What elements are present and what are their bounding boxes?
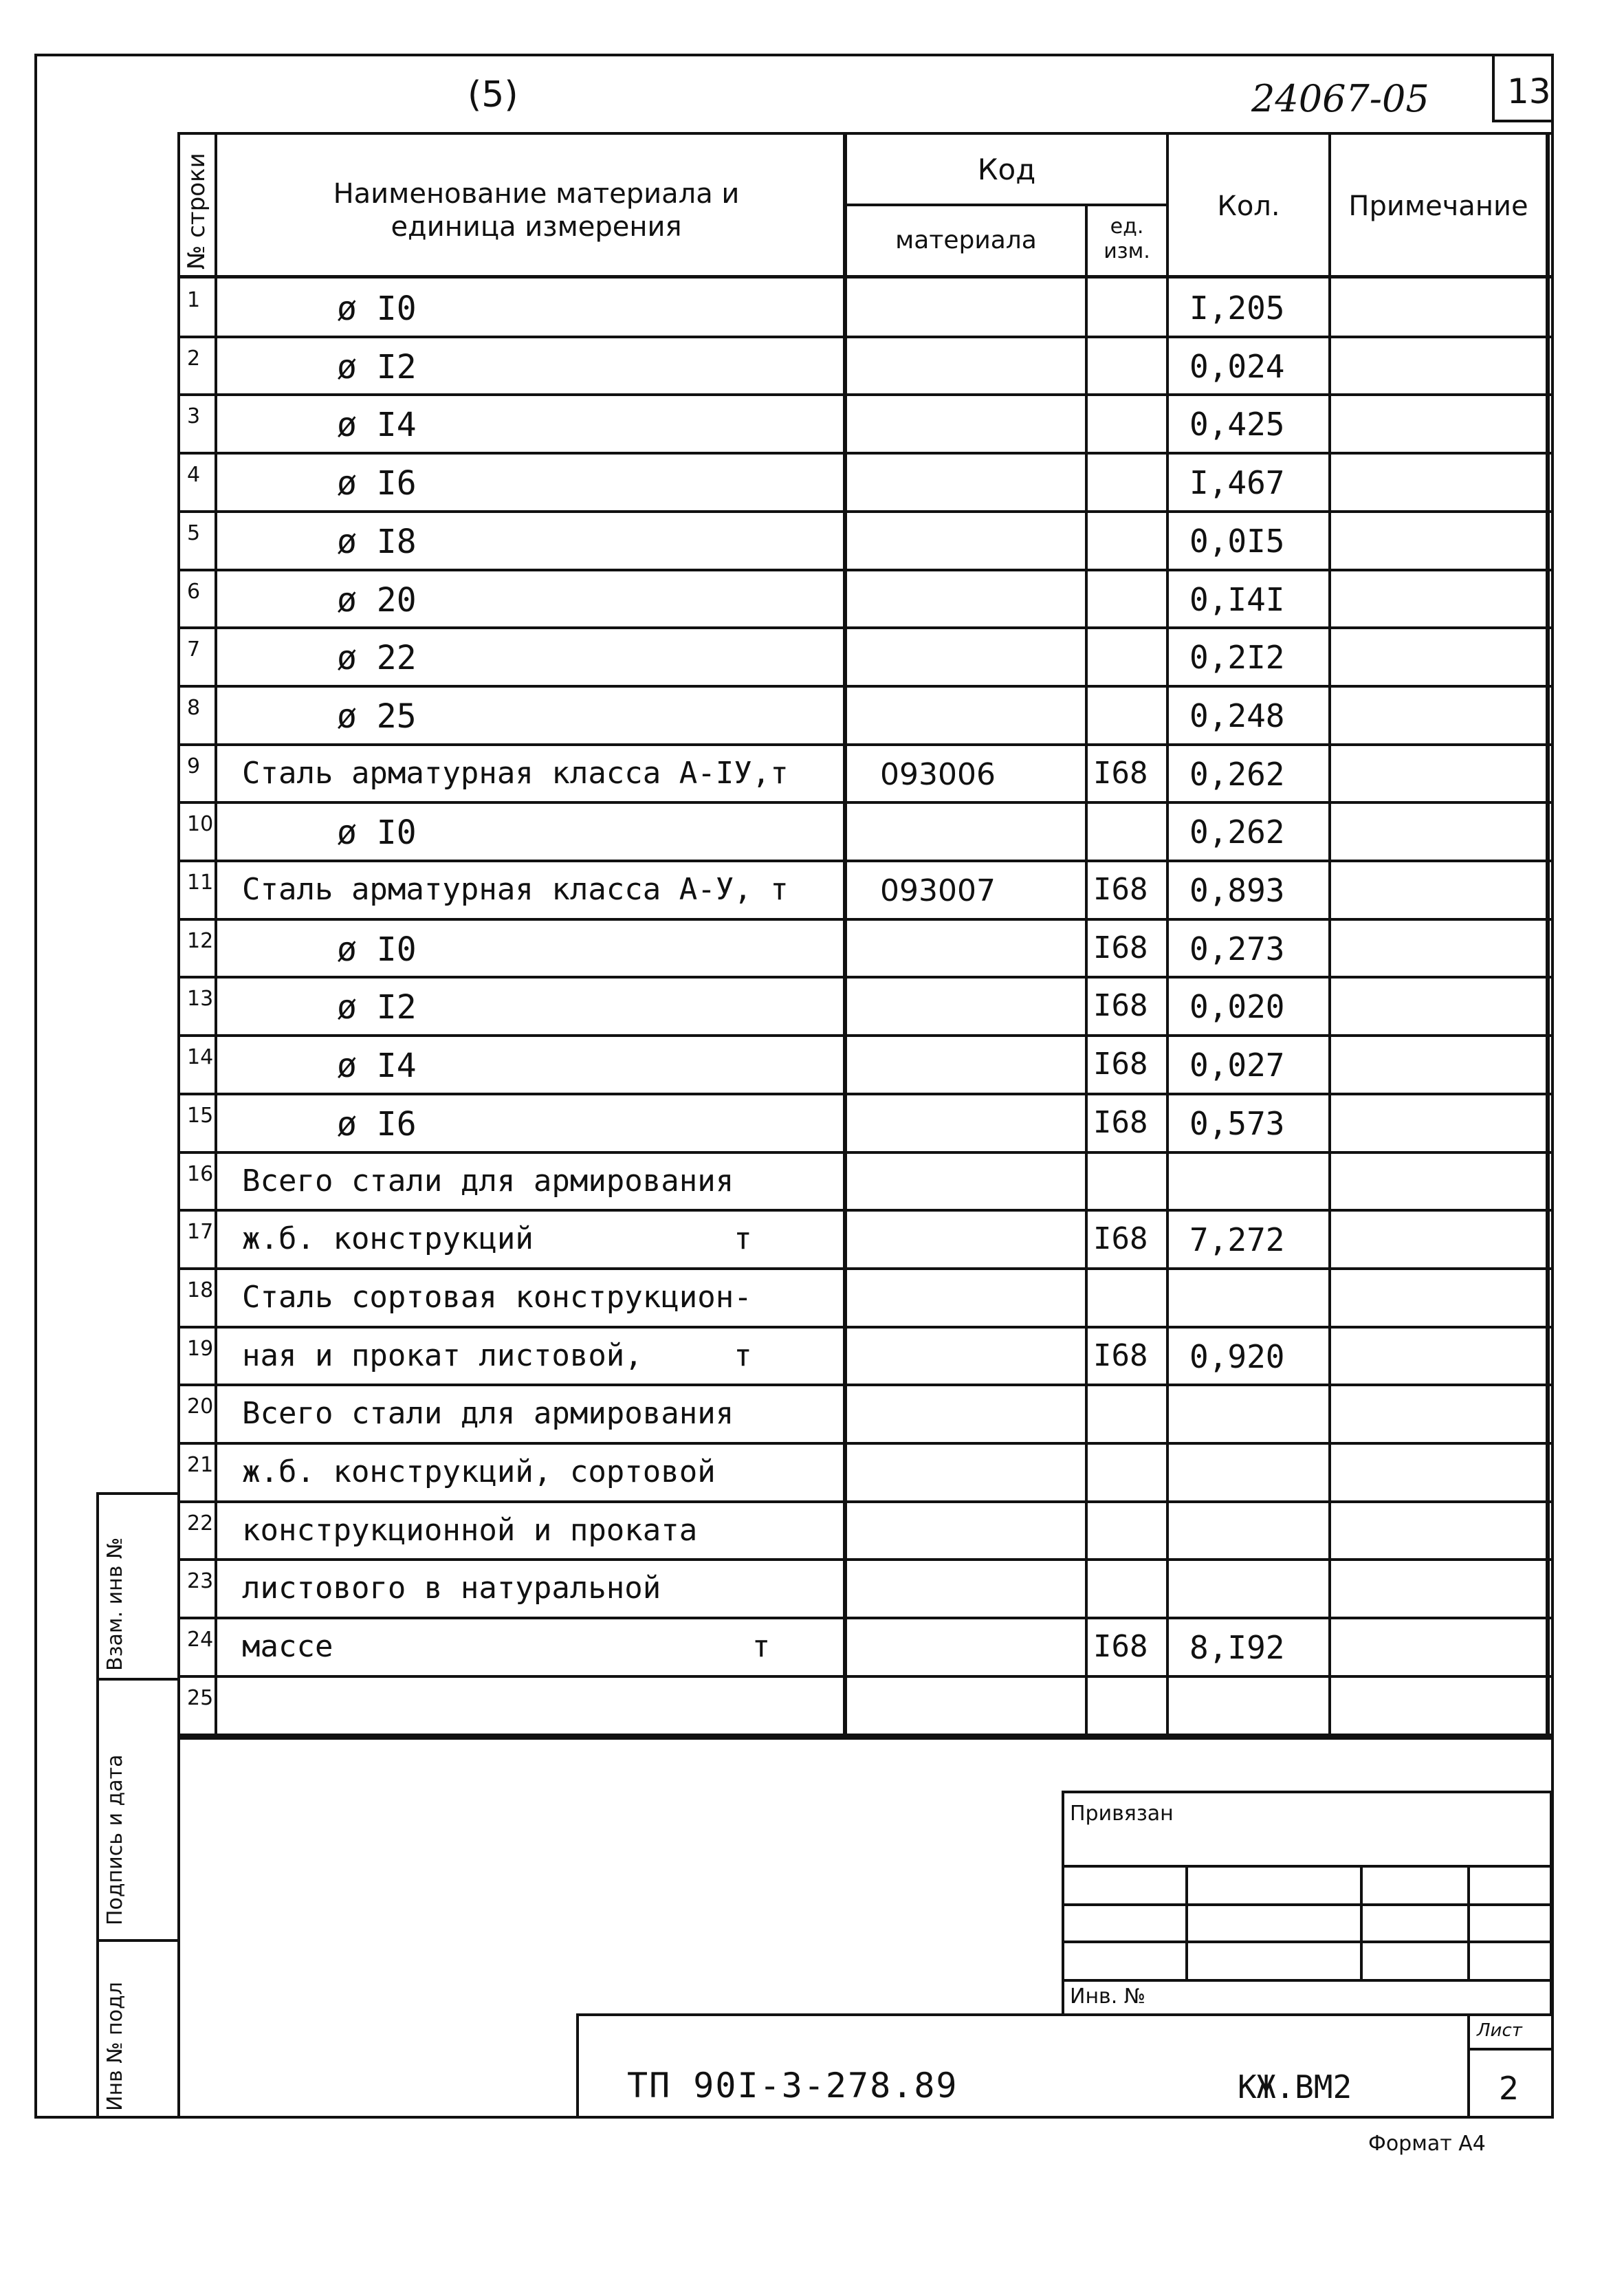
stamp-col-3 (1467, 1865, 1470, 1979)
row-code: 093007 (880, 873, 996, 908)
row-divider (177, 569, 1552, 571)
stamp-line-4 (1062, 1979, 1552, 1982)
format-label: Формат А4 (1368, 2132, 1486, 2156)
sign-date-label: Подпись и дата (103, 1754, 127, 1925)
row-divider (177, 743, 1552, 746)
row-divider (177, 976, 1552, 979)
page-mark: (5) (468, 74, 518, 116)
row-divider (177, 1326, 1552, 1329)
row-qty: 0,262 (1189, 813, 1285, 851)
row-name: ø I8 (337, 522, 417, 561)
header-code-material: материала (895, 226, 1037, 254)
row-name: ø I4 (337, 1047, 417, 1086)
strip-sep-1 (96, 1492, 179, 1495)
row-divider (177, 510, 1552, 513)
row-name: ø I0 (337, 289, 417, 328)
row-name: ø I2 (337, 347, 417, 386)
row-divider (177, 626, 1552, 629)
row-number: 4 (187, 463, 201, 488)
row-divider (177, 1209, 1552, 1212)
page-number: 13 (1507, 72, 1551, 111)
row-number: 14 (187, 1045, 214, 1070)
row-name: Всего стали для армирования (242, 1396, 734, 1432)
row-qty: 0,920 (1189, 1337, 1285, 1375)
row-name: ж.б. конструкций т (242, 1221, 752, 1257)
col-sep-rowno (215, 132, 217, 1738)
row-unit: I68 (1093, 1629, 1148, 1665)
row-name: массе т (242, 1629, 771, 1665)
row-qty: 8,I92 (1189, 1629, 1285, 1667)
stamp-col-1 (1185, 1865, 1188, 1979)
row-name: ø I6 (337, 1104, 417, 1144)
row-number: 8 (187, 695, 201, 720)
row-name: ø I0 (337, 813, 417, 853)
row-qty: 0,893 (1189, 872, 1285, 909)
header-note: Примечание (1348, 190, 1528, 222)
row-name: ø 22 (337, 639, 417, 678)
row-divider (177, 860, 1552, 862)
row-number: 13 (187, 987, 214, 1012)
row-name: Всего стали для армирования (242, 1163, 734, 1199)
row-qty: 0,425 (1189, 406, 1285, 444)
sheet-number: 2 (1499, 2070, 1519, 2107)
row-qty: I,467 (1189, 464, 1285, 502)
row-name: ная и прокат листовой, т (242, 1337, 752, 1373)
row-number: 15 (187, 1103, 214, 1128)
header-qty: Кол. (1217, 190, 1280, 222)
row-code: 093006 (880, 756, 996, 792)
row-number: 7 (187, 637, 201, 662)
row-number: 3 (187, 404, 201, 429)
strip-sep-3 (96, 1939, 179, 1942)
row-divider (177, 336, 1552, 338)
row-number: 12 (187, 928, 214, 953)
row-qty: 0,020 (1189, 988, 1285, 1026)
row-name: конструкционной и проката (242, 1512, 698, 1548)
row-unit: I68 (1093, 1337, 1148, 1373)
vzam-label: Взам. инв № (103, 1537, 127, 1671)
row-name: ж.б. конструкций, сортовой (242, 1454, 716, 1489)
code-subheader-line (846, 204, 1169, 206)
row-divider (177, 1675, 1552, 1678)
row-divider (177, 1034, 1552, 1037)
row-divider (177, 801, 1552, 804)
row-unit: I68 (1093, 755, 1148, 791)
row-name: Сталь сортовая конструкцион- (242, 1279, 752, 1315)
header-code-unit: ед. изм. (1104, 215, 1150, 263)
row-divider (177, 452, 1552, 455)
row-number: 6 (187, 579, 201, 604)
row-divider (177, 1558, 1552, 1561)
row-qty: 0,262 (1189, 755, 1285, 793)
col-sep-name (843, 132, 847, 1738)
row-name: Сталь арматурная класса А-У, т (242, 872, 789, 907)
stamp-line-1 (1062, 1865, 1552, 1868)
stamp-line-2 (1062, 1903, 1552, 1906)
row-divider (177, 1267, 1552, 1270)
header-row-no: № строки (183, 153, 210, 270)
row-divider (177, 685, 1552, 688)
sheet-label: Лист (1477, 2020, 1522, 2041)
row-divider (177, 1617, 1552, 1619)
row-name: ø 20 (337, 580, 417, 620)
row-name: ø I2 (337, 988, 417, 1027)
col-sep-code (1085, 204, 1088, 1738)
row-number: 17 (187, 1220, 214, 1245)
stamp-line-3 (1062, 1940, 1552, 1943)
row-divider (177, 393, 1552, 396)
row-number: 2 (187, 346, 201, 371)
row-divider (177, 1442, 1552, 1445)
header-code: Код (977, 153, 1036, 186)
row-number: 25 (187, 1685, 214, 1710)
row-unit: I68 (1093, 930, 1148, 965)
row-qty: 0,273 (1189, 930, 1285, 967)
row-number: 21 (187, 1453, 214, 1477)
row-divider (177, 1384, 1552, 1386)
row-divider (177, 1093, 1552, 1095)
row-qty: 0,027 (1189, 1047, 1285, 1084)
row-unit: I68 (1093, 1047, 1148, 1082)
row-number: 11 (187, 871, 214, 895)
strip-sep-2 (96, 1678, 179, 1681)
row-number: 22 (187, 1511, 214, 1535)
row-number: 9 (187, 754, 201, 778)
row-number: 18 (187, 1278, 214, 1302)
row-name: ø I6 (337, 464, 417, 503)
row-number: 16 (187, 1161, 214, 1186)
row-qty: 0,0I5 (1189, 522, 1285, 560)
inv-no-stamp: Инв. № (1070, 1985, 1146, 2009)
table-top-line (177, 132, 1552, 135)
title-sheet-label-line (1467, 2048, 1552, 2051)
col-sep-right (1546, 132, 1550, 1738)
row-unit: I68 (1093, 872, 1148, 907)
row-name: ø 25 (337, 697, 417, 736)
sheet-code: КЖ.ВМ2 (1238, 2068, 1352, 2106)
row-number: 1 (187, 288, 201, 312)
row-qty: I,205 (1189, 289, 1285, 327)
row-qty: 0,024 (1189, 347, 1285, 385)
row-number: 23 (187, 1569, 214, 1594)
row-unit: I68 (1093, 988, 1148, 1024)
row-qty: 0,248 (1189, 697, 1285, 734)
row-number: 10 (187, 812, 214, 837)
row-divider (177, 918, 1552, 921)
header-bottom-line (177, 275, 1552, 278)
row-qty: 0,573 (1189, 1104, 1285, 1142)
row-qty: 7,272 (1189, 1221, 1285, 1259)
document-code: ТП 90I-3-278.89 (627, 2066, 958, 2106)
row-divider (177, 1500, 1552, 1503)
privyazan-label: Привязан (1070, 1802, 1174, 1826)
row-name: ø I4 (337, 406, 417, 445)
row-name: ø I0 (337, 930, 417, 969)
row-qty: 0,2I2 (1189, 639, 1285, 677)
row-number: 19 (187, 1336, 214, 1361)
row-number: 24 (187, 1628, 214, 1652)
row-unit: I68 (1093, 1221, 1148, 1257)
stamp-col-2 (1360, 1865, 1363, 1979)
row-number: 5 (187, 521, 201, 545)
row-name: Сталь арматурная класса А-IУ,т (242, 755, 789, 791)
binding-strip-line (96, 1492, 99, 2118)
col-sep-unit (1166, 132, 1169, 1738)
table-bottom-line (177, 1736, 1552, 1740)
row-name: листового в натуральной (242, 1571, 661, 1606)
inv-no-label: Инв № подл (103, 1982, 127, 2111)
row-divider (177, 1151, 1552, 1154)
header-name: Наименование материала и единица измерения (333, 178, 740, 243)
table-left-edge (177, 132, 180, 2118)
title-sheet-sep (1467, 2013, 1470, 2119)
row-number: 20 (187, 1395, 214, 1419)
row-qty: 0,I4I (1189, 580, 1285, 618)
col-sep-qty (1328, 132, 1331, 1738)
archive-number: 24067-05 (1251, 77, 1429, 120)
row-unit: I68 (1093, 1104, 1148, 1140)
